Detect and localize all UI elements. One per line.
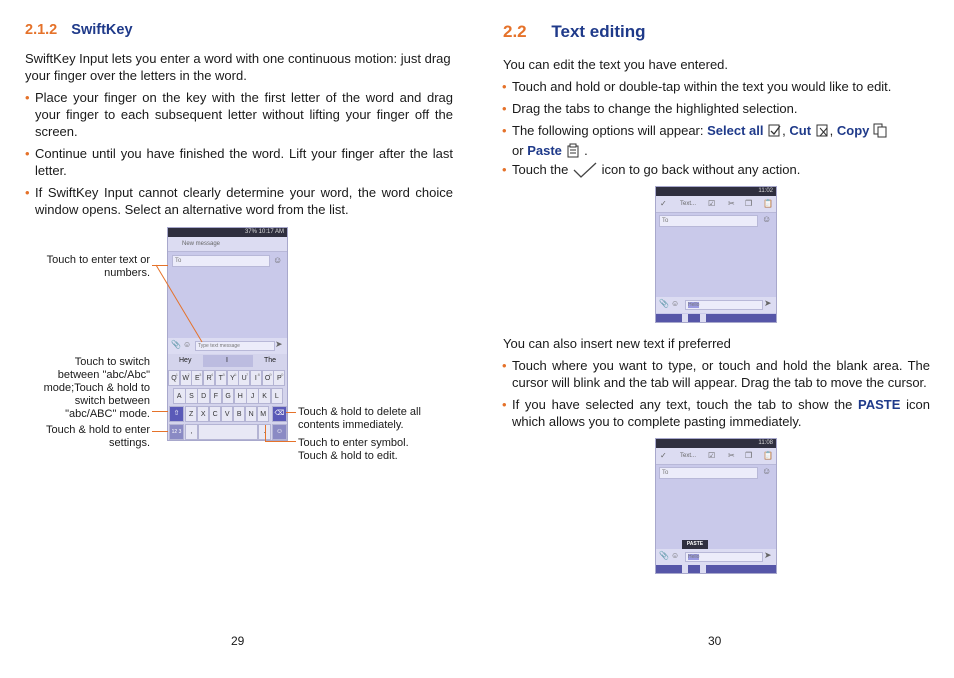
letter-key[interactable] [209,406,221,422]
bullet-text: The following options will appear: [512,123,708,138]
bottom-bar [656,314,776,322]
key-label: N [248,411,254,418]
bullet-item [502,161,930,183]
selection-handle[interactable] [682,314,688,322]
callout-line [265,441,296,442]
bullet-text: If you have selected any text, touch the tab to show the [512,397,853,412]
bullet-text: icon to go back without any action. [601,162,801,177]
status-time: 11:08 [758,440,773,446]
key-label: K [262,393,267,400]
key-number-hint: 6 [234,372,237,377]
bullet-text: icon which allows you to complete pasting immediately. [512,397,930,429]
letter-key[interactable] [215,370,227,386]
compose-bar [656,549,776,565]
letter-key[interactable] [245,406,257,422]
attach-icon[interactable]: 📎 [659,551,669,560]
bullet-text: Touch where you want to type, or touch and hold the blank area. The cursor will blink and the tab will appear. Drag the tab to move the cursor. [512,358,930,390]
done-icon[interactable]: ✓ [660,451,667,460]
bullet-dot: • [25,146,30,161]
letter-key[interactable] [197,406,209,422]
paste-icon [566,143,581,162]
letter-key[interactable] [185,388,198,404]
copy-label: Copy [836,123,870,138]
key-number-hint: 5 [222,372,225,377]
letter-key[interactable] [180,370,192,386]
callout-switch-mode: Touch to switch between "abc/Abc" mode;Touch & hold to switch between "abc/ABC" mode. [43,356,150,420]
letter-key[interactable] [273,370,285,386]
comma-key[interactable]: , [185,424,198,440]
bullet-dot: • [25,90,30,105]
section-heading [503,22,646,42]
callout-line [265,425,266,441]
key-label: S [189,393,194,400]
message-header [168,237,287,252]
bullet-dot: • [502,101,507,116]
compose-input[interactable] [685,552,763,562]
key-label: M [260,411,267,418]
status-time: 11:02 [758,188,773,194]
attach-icon[interactable]: 📎 [659,299,669,308]
letter-key[interactable] [227,370,239,386]
section-title: Text editing [551,22,646,41]
key-label: D [201,393,207,400]
selection-handle[interactable] [682,565,688,573]
select-all-label: Select all [707,123,764,138]
letter-key[interactable] [197,388,210,404]
keyboard [168,354,287,440]
emoji-icon[interactable]: ☺ [671,299,680,308]
to-label: To [662,218,669,224]
punctuation: . [584,143,588,158]
bullet-dot: • [502,162,507,177]
key-label: R [206,375,212,382]
callout-line [152,411,168,412]
key-number-hint: 4 [210,372,214,377]
bullet-item [502,122,932,162]
bullet-dot: • [502,79,507,94]
key-label: G [225,393,231,400]
punctuation: , [829,123,834,138]
letter-key[interactable] [203,370,215,386]
callout-settings: Touch & hold to enter settings. [46,424,150,449]
key-label: Y [230,375,235,382]
letter-key[interactable] [234,388,247,404]
copy-icon [873,123,888,142]
emoji-key[interactable]: ☺ [272,424,287,440]
callout-delete: Touch & hold to delete all contents immediately. [298,406,421,431]
to-field[interactable] [659,215,758,227]
key-label: B [236,411,242,418]
bullet-item [502,78,930,95]
number-key[interactable]: 12 3 [169,424,184,440]
key-label: T [218,375,223,382]
status-bar [656,439,776,448]
cut-icon [815,123,830,142]
cut-icon[interactable]: ✂ [728,199,735,208]
send-icon[interactable]: ➤ [764,298,772,308]
contact-icon[interactable]: ☺ [762,214,772,224]
to-label: To [175,258,182,264]
selection-handle[interactable] [700,314,706,322]
bullet-dot: • [502,358,507,373]
letter-key[interactable] [258,388,271,404]
bullet-item [502,396,930,430]
attach-icon[interactable]: 📎 [171,340,181,349]
letter-key[interactable] [271,388,284,404]
key-label: H [237,393,243,400]
suggestion-bar [168,355,287,367]
key-number-hint: 2 [187,372,190,377]
callout-to-field: Touch to enter text or numbers. [46,254,150,279]
select-all-icon[interactable]: ☑ [708,451,716,460]
key-label: C [212,411,218,418]
shift-key[interactable]: ⇧ [169,406,184,422]
section-heading [25,22,133,38]
send-icon[interactable]: ➤ [764,550,772,560]
or-label: or [512,143,524,158]
key-label: U [241,375,247,382]
key-label: V [224,411,230,418]
key-number-hint: 7 [245,372,249,377]
letter-key[interactable] [250,370,262,386]
key-number-hint: 0 [281,372,284,377]
select-all-icon[interactable]: ☑ [708,199,716,208]
key-label: W [182,375,189,382]
bullet-dot: • [502,123,507,138]
page-number: 30 [708,634,722,648]
letter-key[interactable] [262,370,274,386]
selection-handle[interactable] [700,565,706,573]
key-label: X [200,411,206,418]
status-bar [656,187,776,196]
key-number-hint: 1 [175,372,178,377]
key-label: E [195,375,200,382]
copy-icon[interactable]: ❐ [745,451,753,460]
key-label: P [276,375,282,382]
bottom-bar [656,565,776,573]
letter-key[interactable] [168,370,180,386]
paste-popup[interactable]: PASTE [682,540,708,549]
paste-label: Paste [527,143,562,158]
compose-placeholder: Type text message [198,343,240,349]
contact-icon[interactable]: ☺ [762,466,772,476]
space-key[interactable] [198,424,258,440]
cut-icon[interactable]: ✂ [728,451,735,460]
selected-word[interactable]: Hello [688,302,700,308]
emoji-icon[interactable]: ☺ [183,340,192,349]
bullet-item [25,89,453,140]
edit-toolbar [656,196,776,213]
intro-paragraph: You can edit the text you have entered. [503,57,729,72]
key-row-3 [185,406,270,420]
key-label: Z [189,411,194,418]
callout-line [150,258,210,348]
paste-icon[interactable]: 📋 [763,199,773,208]
bullet-text: If SwiftKey Input cannot clearly determine your word, the word choice window opens. Select an alternative word from the list. [35,185,453,217]
edit-toolbar [656,448,776,465]
bullet-text: Touch the [512,162,569,177]
bullet-dot: • [502,397,507,412]
letter-key[interactable] [238,370,250,386]
letter-key[interactable] [246,388,259,404]
toolbar-text: Text... [680,201,697,207]
key-label: I [254,375,257,382]
key-label: J [250,393,255,400]
done-icon[interactable]: ✓ [660,199,667,208]
text-edit-screenshot [655,186,777,323]
bullet-item [502,357,930,391]
delete-key[interactable]: ⌫ [272,406,287,422]
key-number-hint: 9 [269,372,272,377]
key-number-hint: 3 [199,372,202,377]
key-label: L [274,393,279,400]
callout-line [286,412,296,413]
key-number-hint: 8 [257,372,260,377]
selected-word[interactable]: Hello [688,554,700,560]
key-label: Q [171,375,177,382]
section-number: 2.2 [503,22,527,41]
message-header-label: New message [182,241,221,247]
section-number: 2.1.2 [25,22,58,38]
letter-key[interactable] [210,388,223,404]
paste-icon[interactable]: 📋 [763,451,773,460]
callout-line [152,431,168,432]
select-all-icon [767,123,782,142]
paste-keyword: PASTE [858,397,901,412]
key-label: A [176,393,182,400]
section-title: SwiftKey [71,22,133,38]
compose-input[interactable] [685,300,763,310]
to-field[interactable] [659,467,758,479]
paste-screenshot [655,438,777,574]
letter-key[interactable] [173,388,186,404]
letter-key[interactable] [222,388,235,404]
suggestion[interactable]: I [226,357,228,364]
key-label: F [213,393,218,400]
status-bar [168,228,287,237]
check-icon [572,161,598,183]
compose-bar [656,297,776,313]
intro-paragraph: SwiftKey Input lets you enter a word with one continuous motion: just drag your finger over the letters in the word. [25,51,451,83]
letter-key[interactable] [233,406,245,422]
page-number: 29 [231,634,245,648]
callout-symbol: Touch to enter symbol. Touch & hold to edit. [298,437,409,462]
toolbar-text: Text... [680,453,697,459]
bullet-text: Touch and hold or double-tap within the text you would like to edit. [512,79,892,94]
letter-key[interactable] [257,406,269,422]
suggestion[interactable]: Hey [179,357,192,364]
letter-key[interactable] [191,370,203,386]
to-label: To [662,470,669,476]
cut-label: Cut [789,123,812,138]
letter-key[interactable] [221,406,233,422]
contact-icon[interactable]: ☺ [273,255,283,265]
key-row-1 [168,370,287,384]
bullet-item [25,184,453,218]
bullet-item [502,100,930,117]
copy-icon[interactable]: ❐ [745,199,753,208]
suggestion[interactable]: The [264,357,277,364]
suggestion-highlight [203,355,253,367]
bullet-text: Place your finger on the key with the first letter of the word and drag your finger to each subsequent letter without lifting your finger off the screen. [35,90,453,139]
bullet-item [25,145,453,179]
letter-key[interactable] [185,406,197,422]
key-row-2 [173,388,287,402]
bullet-dot: • [25,185,30,200]
punctuation: , [782,123,786,138]
send-icon[interactable]: ➤ [275,339,283,349]
bullet-text: Drag the tabs to change the highlighted selection. [512,101,798,116]
insert-intro: You can also insert new text if preferred [503,336,731,351]
emoji-icon[interactable]: ☺ [671,551,680,560]
status-text: 37% 10:17 AM [244,229,284,235]
key-label: O [264,375,271,382]
bullet-text: Continue until you have finished the word. Lift your finger after the last letter. [35,146,453,178]
